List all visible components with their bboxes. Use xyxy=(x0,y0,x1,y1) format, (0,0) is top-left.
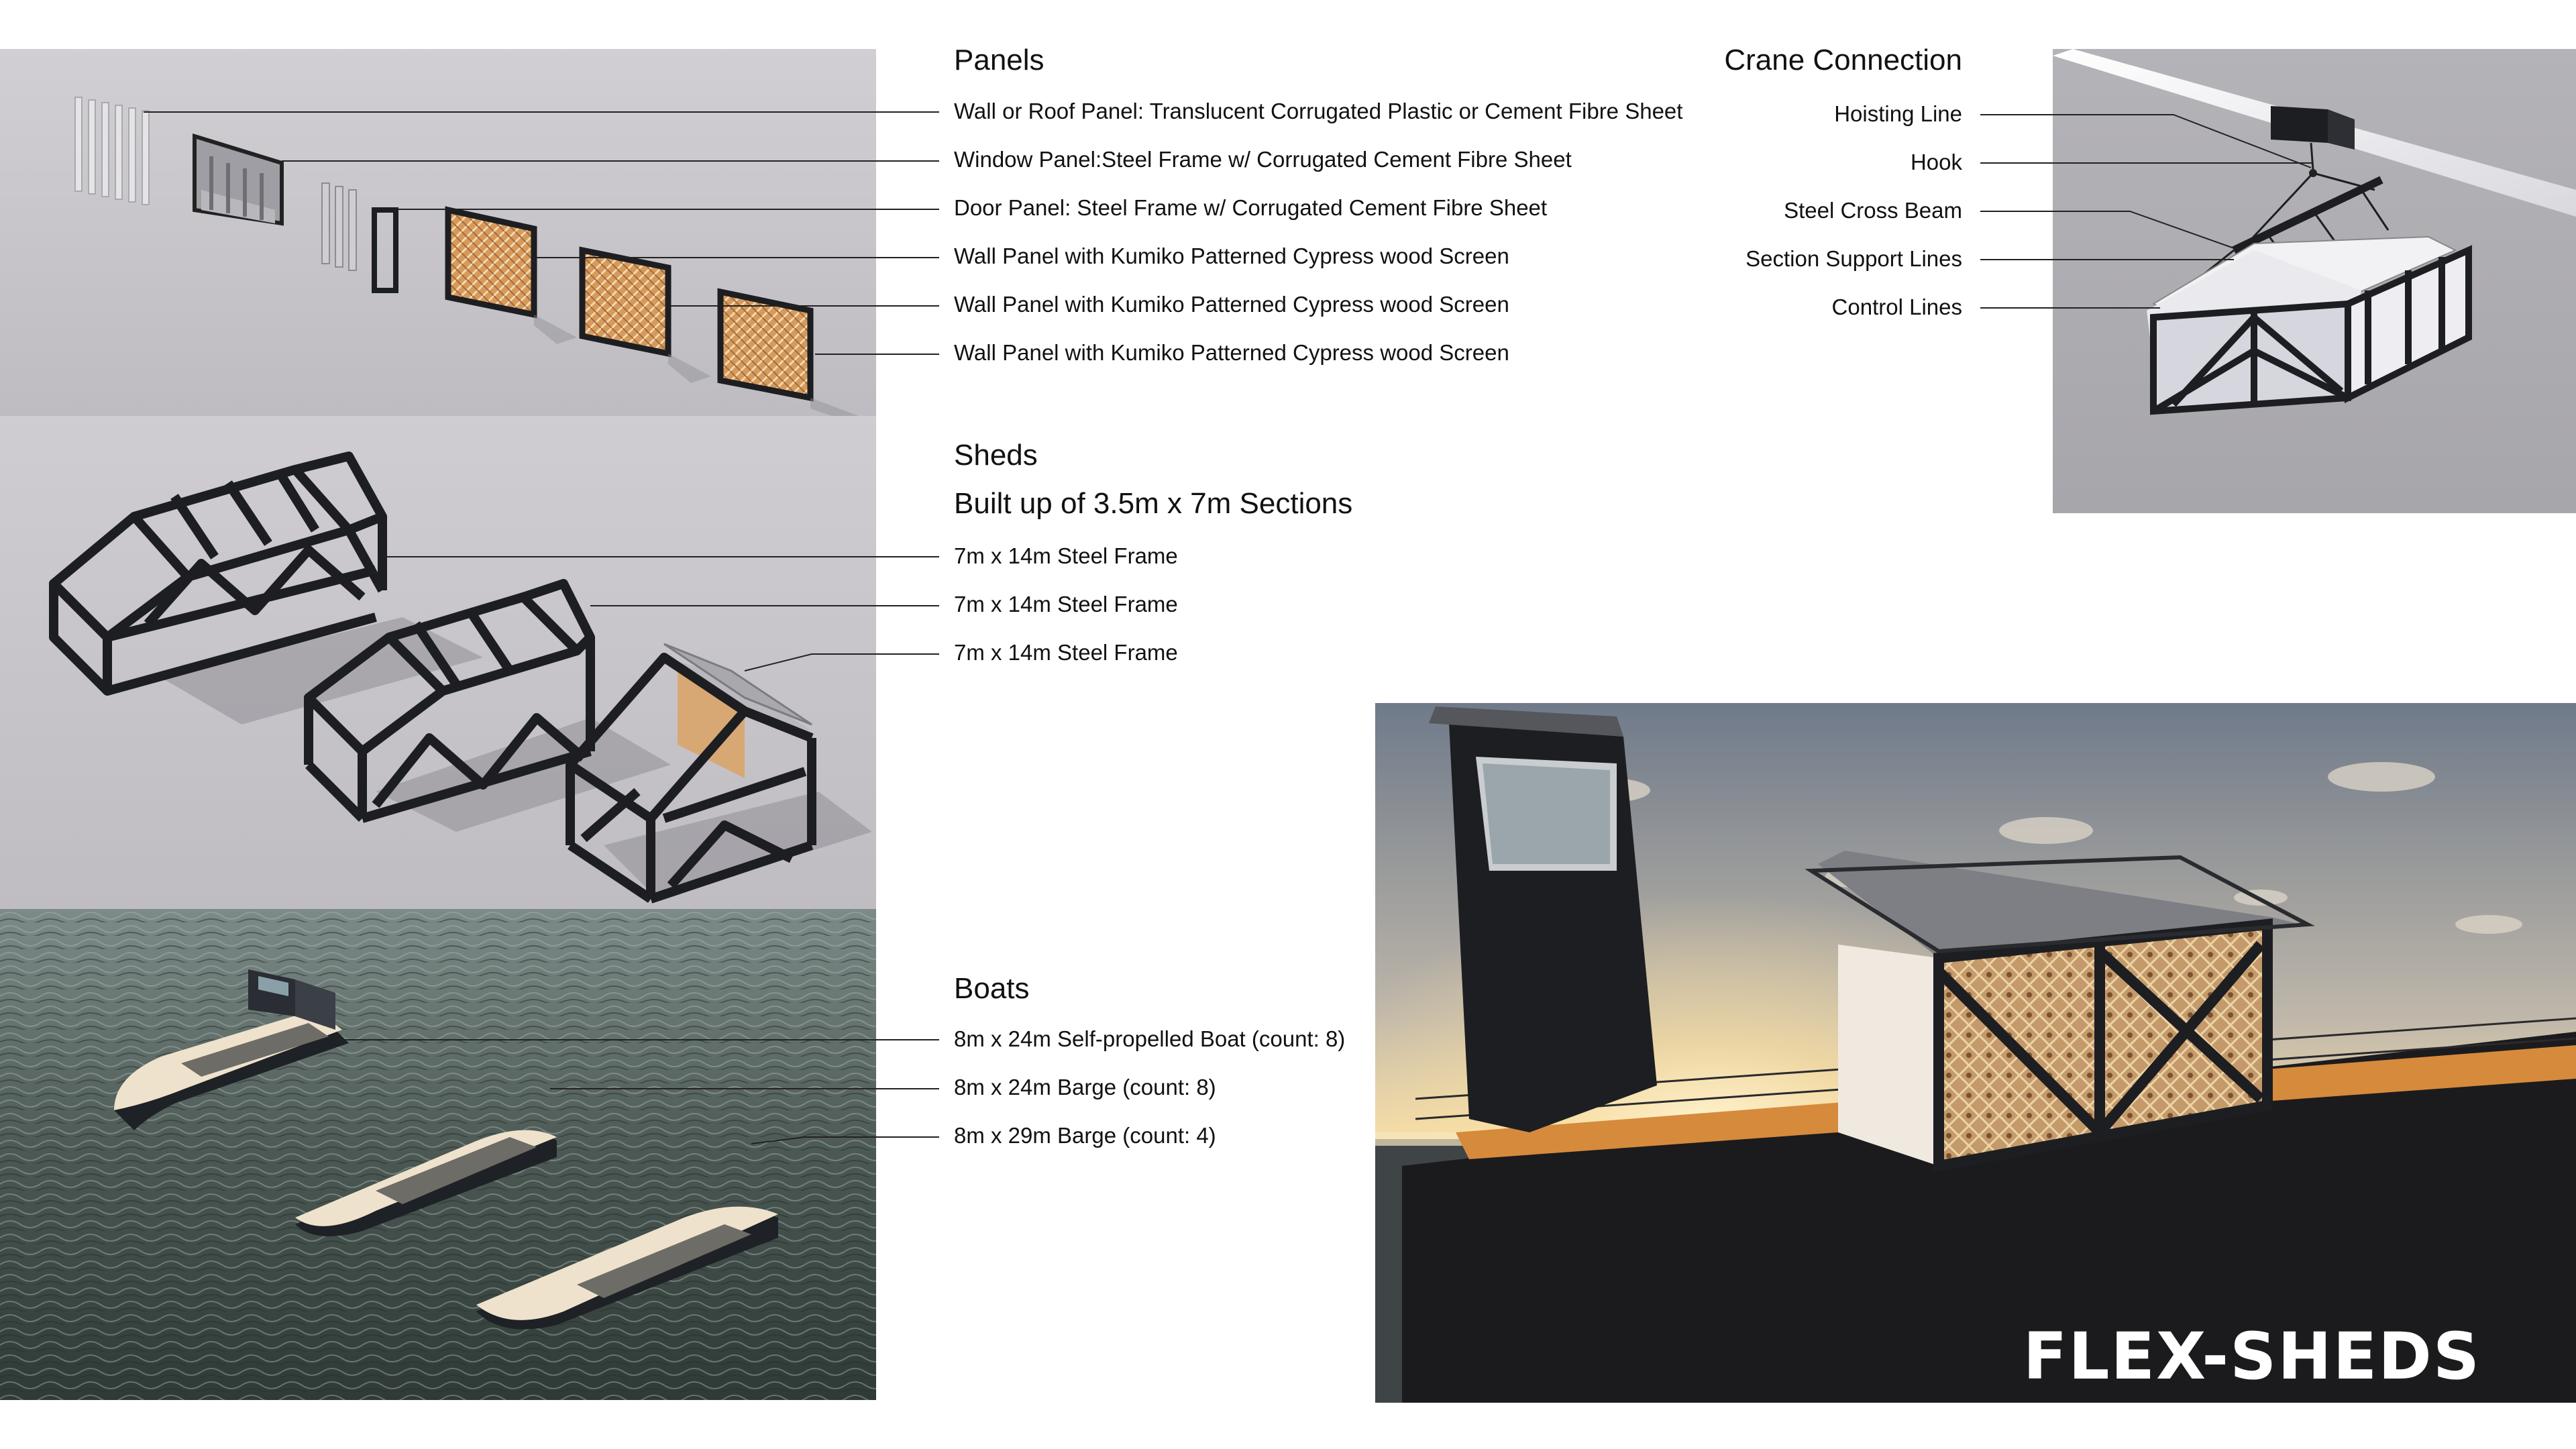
crane-label-hoisting-line: Hoisting Line xyxy=(1834,101,1962,126)
crane-label-control-lines: Control Lines xyxy=(1831,294,1962,319)
boats-label-barge-29: 8m x 29m Barge (count: 4) xyxy=(954,1123,1216,1148)
crane-label-hook: Hook xyxy=(1910,150,1962,174)
panels-label-kumiko-2: Wall Panel with Kumiko Patterned Cypress wood Screen xyxy=(954,292,1509,317)
boats-label-self-propelled: 8m x 24m Self-propelled Boat (count: 8) xyxy=(954,1026,1346,1051)
panels-label-door: Door Panel: Steel Frame w/ Corrugated Cement Fibre Sheet xyxy=(954,195,1548,220)
panels-render-image xyxy=(0,49,876,416)
sheds-render-image xyxy=(0,416,876,909)
sheds-heading: Sheds xyxy=(954,439,1038,472)
panels-label-kumiko-3: Wall Panel with Kumiko Patterned Cypress wood Screen xyxy=(954,340,1509,365)
crane-label-cross-beam: Steel Cross Beam xyxy=(1784,198,1962,223)
panels-label-kumiko-1: Wall Panel with Kumiko Patterned Cypress wood Screen xyxy=(954,244,1509,268)
boats-label-barge-24: 8m x 24m Barge (count: 8) xyxy=(954,1075,1216,1099)
sunset-render-image xyxy=(1375,703,2576,1403)
panels-label-window: Window Panel:Steel Frame w/ Corrugated Cement Fibre Sheet xyxy=(954,147,1572,172)
sheds-label-frame-3: 7m x 14m Steel Frame xyxy=(954,640,1178,665)
sheds-label-frame-1: 7m x 14m Steel Frame xyxy=(954,543,1178,568)
panels-heading: Panels xyxy=(954,44,1044,76)
sheds-subheading: Built up of 3.5m x 7m Sections xyxy=(954,487,1353,520)
brand-title: FLEX-SHEDS xyxy=(2023,1319,2481,1394)
crane-heading: Crane Connection xyxy=(1724,44,1962,76)
crane-render-image xyxy=(2053,49,2576,513)
boats-render-image xyxy=(0,909,876,1400)
sheds-label-frame-2: 7m x 14m Steel Frame xyxy=(954,592,1178,616)
panels-label-wall-roof: Wall or Roof Panel: Translucent Corrugated Plastic or Cement Fibre Sheet xyxy=(954,99,1683,123)
boats-heading: Boats xyxy=(954,972,1030,1005)
crane-label-support-lines: Section Support Lines xyxy=(1746,246,1962,271)
